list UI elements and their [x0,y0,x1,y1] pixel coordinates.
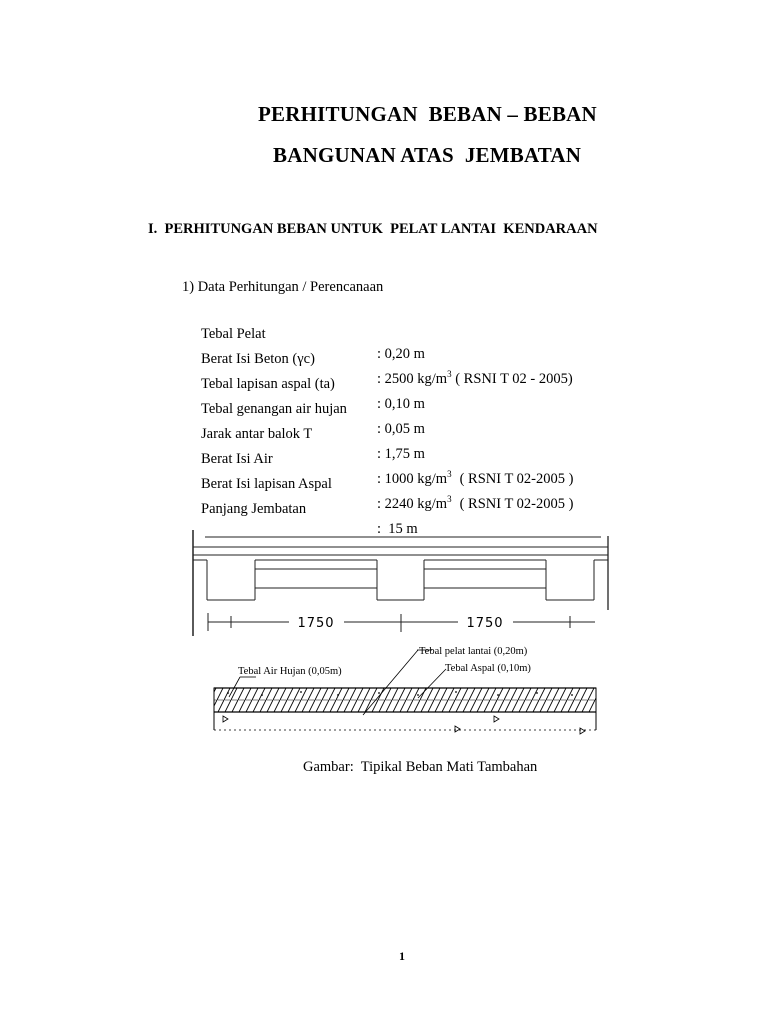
label-tebal-pelat: Tebal pelat lantai (0,20m) [419,646,528,657]
section-heading: I. PERHITUNGAN BEBAN UNTUK PELAT LANTAI KENDARAAN [148,221,598,237]
data-value: : 0,10 m [377,396,425,412]
title-line-1: PERHITUNGAN BEBAN – BEBAN [258,102,597,126]
label-tebal-aspal: Tebal Aspal (0,10m) [445,663,531,674]
data-value: : 2500 $kg/m^3$ ( RSNI T 02 - 2005) [377,369,573,387]
data-label: Tebal lapisan aspal (ta) [201,376,335,392]
data-value: : 15 m [377,521,418,537]
label-tebal-air-hujan: Tebal Air Hujan (0,05m) [238,666,342,677]
dimension-right: 1750 [466,616,504,631]
dimension-left: 1750 [297,616,335,631]
data-label: Jarak antar balok T [201,426,313,442]
title-line-2: BANGUNAN ATAS JEMBATAN [273,143,582,167]
data-label: Berat Isi Beton (γc) [201,351,315,367]
data-label: Berat Isi lapisan Aspal [201,476,332,492]
t-beam-drawing [193,530,608,636]
figure-caption: Gambar: Tipikal Beban Mati Tambahan [303,759,538,775]
data-list-heading: 1) Data Perhitungan / Perencanaan [182,279,384,295]
data-label: Tebal Pelat [201,326,266,342]
data-label: Tebal genangan air hujan [201,401,347,417]
data-value: : 0,05 m [377,421,425,437]
data-value: : 2240 $kg/m^3$ ( RSNI T 02-2005 ) [377,494,574,512]
data-value: : 0,20 m [377,346,425,362]
slab-layer-drawing [214,650,596,734]
layer-labels [238,646,531,677]
page-number: 1 [399,949,405,963]
data-label: Panjang Jembatan [201,501,307,517]
data-label: Berat Isi Air [201,451,273,467]
data-value: : 1000 $kg/m^3$ ( RSNI T 02-2005 ) [377,469,574,487]
data-value: : 1,75 m [377,446,425,462]
